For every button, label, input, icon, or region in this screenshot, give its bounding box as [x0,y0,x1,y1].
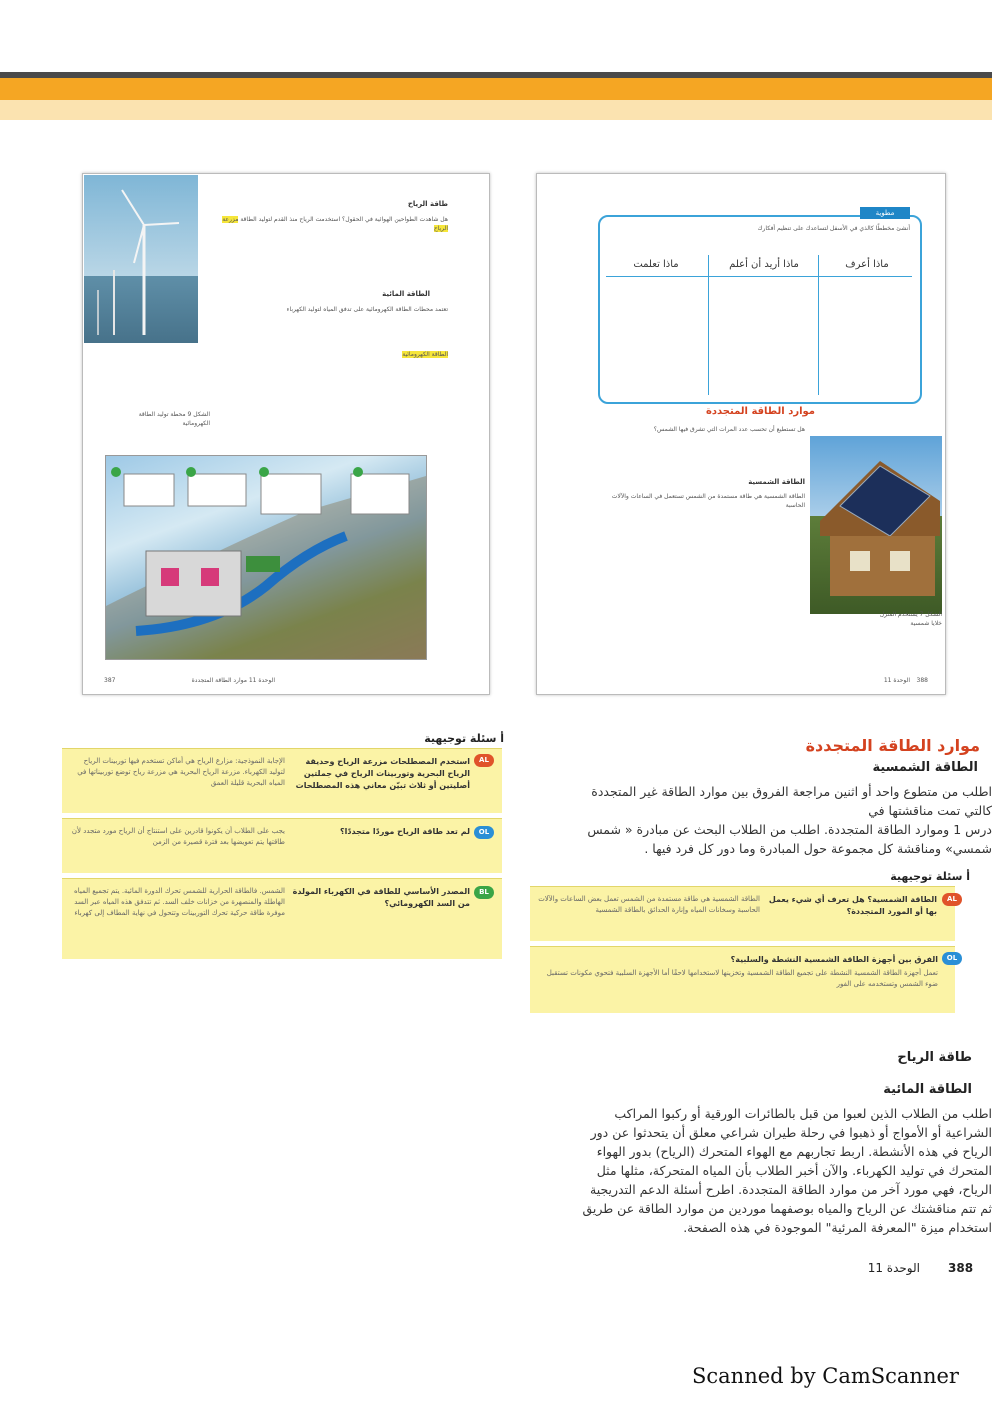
kwl-note: أنشئ مخططًا كالذي في الأسفل لتساعدك على تنظيم أفكارك [757,225,910,232]
thumb-fig-caption: الشكل 9 محطة توليد الطاقة الكهرومائية [138,411,210,427]
intro-paragraph [520,782,992,860]
thumb-wind-text: هل شاهدت الطواحين الهوائية في الحقول؟ استخدمت الرياح منذ القدم لتوليد الطاقة مزرعة الرياح [222,216,448,232]
body-paragraph [530,1104,992,1238]
header-band-orange [0,78,992,100]
water-subheading: الطاقة المائية [883,1082,972,1097]
badge-ol: OL [474,826,494,839]
badge-al: AL [474,754,494,767]
thumb-right-footer: الوحدة 11 [883,677,910,684]
main-question-1: الطاقة الشمسية؟ هل تعرف أي شيء يعمل بها أو المورد المتجددة؟ [768,895,937,916]
body-line-3: الرياح في هذه الأنشطة. اربط تجاربهم مع الهواء المتحرك (الرياح) بدور الهواء [596,1144,992,1159]
thumb-left-footer: الوحدة 11 موارد الطاقة المتجددة [191,677,275,684]
scanner-watermark: Scanned by CamScanner [692,1364,959,1388]
dam-diagram-icon [106,456,426,659]
thumb-wind-heading: طاقة الرياح [407,200,448,208]
thumb-right-page-num: 388 [916,677,928,684]
left-question-2: لم تعد طاقة الرياح موردًا متجددًا؟ [340,827,470,836]
kwl-header-learned: ماذا تعلمت [633,259,679,270]
thumb-hydro-text [215,350,448,420]
thumb-highlight-wind-farm: مزرعة الرياح [222,216,448,232]
badge-al: AL [942,893,962,906]
body-line-2: الشراعية أو الأمواج أو ذهبوا في رحلة طيران شراعي معلق أن يتحدثوا عن دور [590,1125,992,1140]
thumb-water-text: تعتمد محطات الطاقة الكهرومائية على تدفق المياه لتوليد الكهرباء [286,306,448,313]
wind-subheading: طاقة الرياح [897,1050,972,1065]
left-question-1: استخدم المصطلحات مزرعة الرياح وحديقة الرياح البحرية وتوربينات الرياح في جملتين أصليتين أو ثلاث تبيّن معاني هذه المصطلحات [295,757,470,790]
footer-unit: الوحدة 11 [867,1261,920,1275]
solar-panel-icon [810,436,942,614]
thumb-renewable-text: هل تستطيع أن تحسب عدد المرات التي تشرق فيها الشمس؟ [653,426,805,433]
thumb-right-fig-caption: الشكل 7 يستخدم المنزل خلايا شمسية [879,611,942,627]
kwl-header-want: ماذا أريد أن أعلم [729,259,799,270]
left-answer-2: يجب على الطلاب أن يكونوا قادرين على استنتاج أن الرياح مورد متجدد لأن طاقتها يتم تعويضها بعد فترة قصيرة من الزمن [71,827,285,846]
body-line-4: المتحرك في توليد الكهرباء. والآن أخبر الطلاب بأن المياه المتحركة، مثلها مثل [596,1163,992,1178]
thumb-solar-heading: الطاقة الشمسية [748,478,805,486]
main-heading: موارد الطاقة المتجددة [805,736,980,755]
thumb-left-page-num: 387 [104,677,116,684]
header-band-light [0,100,992,120]
body-line-5: الرياح، فهي مورد آخر من موارد الطاقة المتجددة. اطرح أسئلة الدعم التدريجية [590,1182,992,1197]
body-line-7: استخدام ميزة "المعرفة المرئية" الموجودة في هذه الصفحة. [683,1220,992,1235]
intro-line-4: شمسي» ومناقشة كل مجموعة حول المبادرة وما دور كل فرد فيها . [644,841,992,856]
hydro-dam-illustration [105,455,427,660]
left-questions-title: أ سئلة توجيهية [424,732,504,745]
thumb-solar-text: الطاقة الشمسية هي طاقة مستمدة من الشمس تستعمل في الساعات والآلات الحاسبة [611,493,805,509]
solar-subheading: الطاقة الشمسية [872,760,978,775]
main-question-2: الفرق بين أجهزة الطاقة الشمسية النشطة والسلبية؟ [730,955,938,964]
badge-bl: BL [474,886,494,899]
left-answer-1: الإجابة النموذجية: مزارع الرياح هي أماكن تستخدم فيها توربينات الرياح لتوليد الكهرباء. مزرعة الرياح البحرية هي مزرعة رياح توضع توربيناتها في المياه البحرية قليلة العمق [77,757,285,787]
body-line-6: ثم تتم مناقشتك عن الرياح والمياه بوصفهما موردين من موارد الطاقة عن طريق [582,1201,992,1216]
footer-page-number: 388 [948,1261,974,1275]
thumb-renewable-heading: موارد الطاقة المتجددة [705,406,815,417]
wind-turbine-photo [84,175,198,343]
wind-turbine-icon [84,175,198,343]
kwl-header-line [606,276,912,277]
main-answer-2: تعمل أجهزة الطاقة الشمسية النشطة على تجميع الطاقة الشمسية وتخزينها لاستخدامها لاحقًا أما الأجهزة السلبية فتحوي مكونات تستقبل ضوء الشمس وتستخدمه على الفور [546,969,938,988]
thumb-water-heading: الطاقة المائية [382,290,430,298]
body-line-1: اطلب من الطلاب الذين لعبوا من قبل بالطائرات الورقية أو ركبوا المراكب [614,1106,992,1121]
badge-ol: OL [942,952,962,965]
intro-line-1: اطلب من متطوع واحد أو اثنين مراجعة الفروق بين موارد الطاقة غير المتجددة [591,784,992,799]
solar-house-photo [810,436,942,614]
intro-line-3: درس 1 وموارد الطاقة المتجددة. اطلب من الطلاب البحث عن مبادرة « شمس [587,822,992,837]
main-answer-1: الطاقة الشمسية هي طاقة مستمدة من الشمس تعمل بعض الساعات والآلات الحاسبة وسخانات المياه وإنارة الحدائق بالطاقة الشمسية [538,895,760,914]
intro-line-2: كالتي تمت مناقشتها في [868,803,992,818]
kwl-tab: مطوية [860,207,910,219]
thumb-highlight-hydro: الطاقة الكهرومائية [402,351,448,358]
main-questions-title: أ سئلة توجيهية [890,870,970,883]
left-answer-3: الشمس. فالطاقة الحرارية للشمس تحرك الدورة المائية. يتم تجميع المياه الهاطلة والمنصهرة من خزانات خلف السد. ثم تتدفق هذه المياه عبر السد موفرة طاقة حركية تحرك التوربينات وتتحول في نهاية المطاف إلى كهرباء [74,887,285,917]
kwl-header-know: ماذا أعرف [845,259,889,270]
left-question-3: المصدر الأساسي للطاقة في الكهرباء المولدة من السد الكهرومائي؟ [292,887,470,908]
